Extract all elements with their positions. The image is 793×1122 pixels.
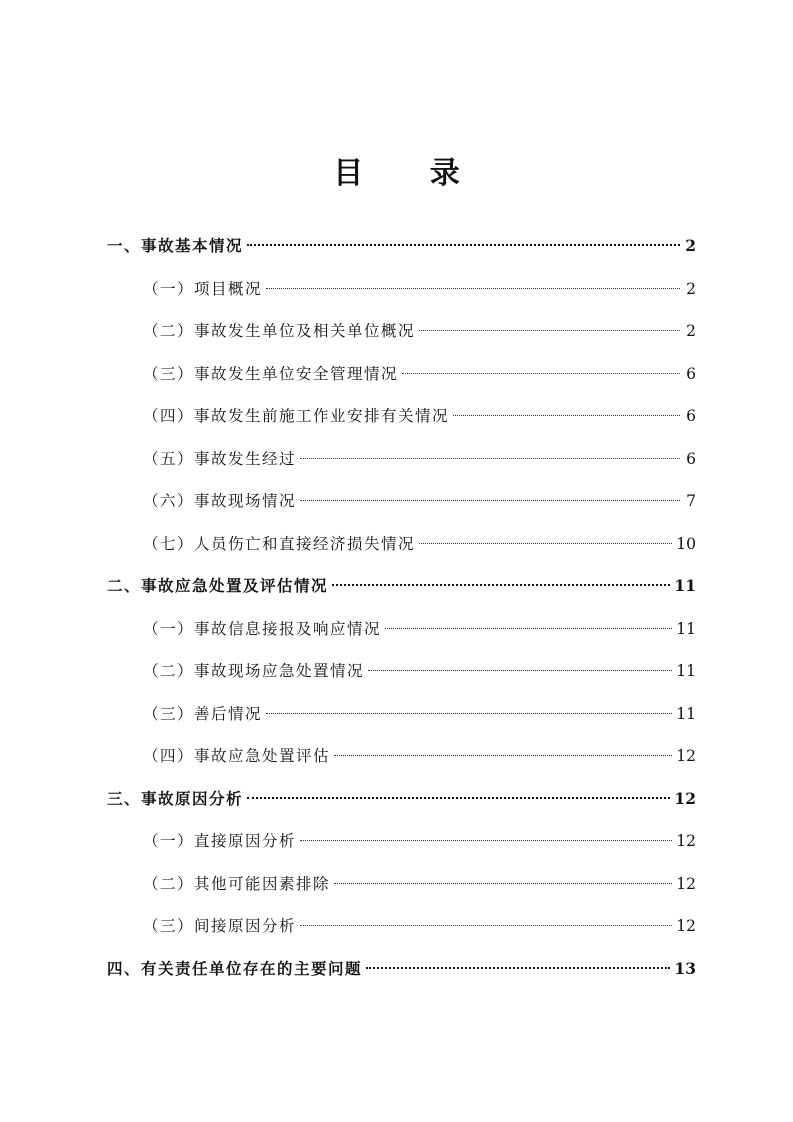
toc-page-number: 12 — [676, 832, 696, 850]
toc-dot-leader — [368, 670, 672, 671]
toc-entry-label: 二、事故应急处置及评估情况 — [107, 576, 329, 595]
toc-entry[interactable] — [107, 952, 696, 995]
toc-entry-label: （三）善后情况 — [143, 704, 263, 723]
toc-page-number: 11 — [676, 619, 696, 638]
toc-entry[interactable] — [107, 824, 696, 867]
toc-page-number: 2 — [685, 236, 696, 255]
toc-page-number: 6 — [686, 407, 696, 425]
toc-entry-label: （四）事故应急处置评估 — [143, 747, 331, 765]
toc-entry-label: （三）间接原因分析 — [143, 917, 297, 935]
toc-page-number: 11 — [674, 576, 696, 595]
toc-page-number: 2 — [686, 322, 696, 340]
toc-entry[interactable] — [107, 272, 696, 315]
toc-page-number: 13 — [674, 958, 696, 978]
toc-dot-leader — [402, 373, 680, 374]
page-title: 目 录 — [333, 156, 488, 191]
toc-dot-leader — [334, 755, 672, 756]
toc-entry[interactable] — [107, 399, 696, 442]
toc-page-number: 6 — [686, 449, 696, 468]
toc-entry[interactable] — [107, 909, 696, 952]
toc-page-number: 11 — [676, 704, 696, 723]
table-of-contents — [107, 229, 696, 994]
toc-entry[interactable] — [107, 612, 696, 655]
toc-dot-leader — [334, 883, 672, 884]
toc-page-number: 6 — [686, 364, 696, 383]
toc-entry-label: 三、事故原因分析 — [107, 788, 244, 808]
toc-entry-label: （二）事故现场应急处置情况 — [143, 662, 365, 680]
toc-entry-label: （三）事故发生单位安全管理情况 — [143, 364, 399, 383]
toc-entry[interactable] — [107, 697, 696, 740]
toc-entry-label: （一）项目概况 — [143, 279, 263, 298]
toc-entry-label: （一）直接原因分析 — [143, 832, 297, 850]
toc-dot-leader — [453, 415, 680, 416]
toc-dot-leader — [300, 500, 680, 501]
toc-dot-leader — [247, 797, 670, 799]
toc-dot-leader — [419, 330, 680, 331]
toc-entry[interactable] — [107, 782, 696, 825]
toc-entry-label: （一）事故信息接报及响应情况 — [143, 619, 382, 638]
toc-dot-leader — [300, 925, 672, 926]
toc-entry-label: （二）事故发生单位及相关单位概况 — [143, 322, 416, 340]
toc-dot-leader — [332, 584, 670, 586]
toc-dot-leader — [266, 288, 680, 289]
toc-entry[interactable] — [107, 867, 696, 910]
toc-dot-leader — [300, 458, 680, 459]
toc-dot-leader — [366, 967, 670, 969]
toc-page-number: 12 — [674, 788, 696, 808]
toc-entry[interactable] — [107, 229, 696, 272]
toc-entry[interactable] — [107, 442, 696, 485]
toc-entry[interactable] — [107, 569, 696, 612]
toc-page-number: 7 — [686, 492, 696, 510]
toc-entry[interactable] — [107, 739, 696, 782]
toc-dot-leader — [385, 628, 672, 629]
toc-page-number: 10 — [676, 534, 696, 553]
toc-dot-leader — [247, 244, 680, 246]
toc-entry[interactable] — [107, 654, 696, 697]
toc-entry-label: （二）其他可能因素排除 — [143, 874, 331, 893]
toc-page-number: 11 — [676, 662, 696, 680]
toc-entry-label: （六）事故现场情况 — [143, 492, 297, 510]
toc-page-number: 12 — [676, 874, 696, 893]
toc-entry[interactable] — [107, 314, 696, 357]
toc-entry-label: （四）事故发生前施工作业安排有关情况 — [143, 407, 450, 425]
toc-entry-label: 一、事故基本情况 — [107, 236, 244, 255]
toc-page-number: 12 — [676, 917, 696, 935]
toc-page-number: 12 — [676, 747, 696, 765]
toc-entry[interactable] — [107, 527, 696, 570]
toc-entry-label: 四、有关责任单位存在的主要问题 — [107, 958, 363, 978]
toc-entry[interactable] — [107, 357, 696, 400]
toc-dot-leader — [300, 840, 672, 841]
toc-page-number: 2 — [686, 279, 696, 298]
toc-dot-leader — [266, 713, 672, 714]
toc-entry-label: （七）人员伤亡和直接经济损失情况 — [143, 534, 416, 553]
toc-entry[interactable] — [107, 484, 696, 527]
toc-entry-label: （五）事故发生经过 — [143, 449, 297, 468]
toc-dot-leader — [419, 543, 672, 544]
